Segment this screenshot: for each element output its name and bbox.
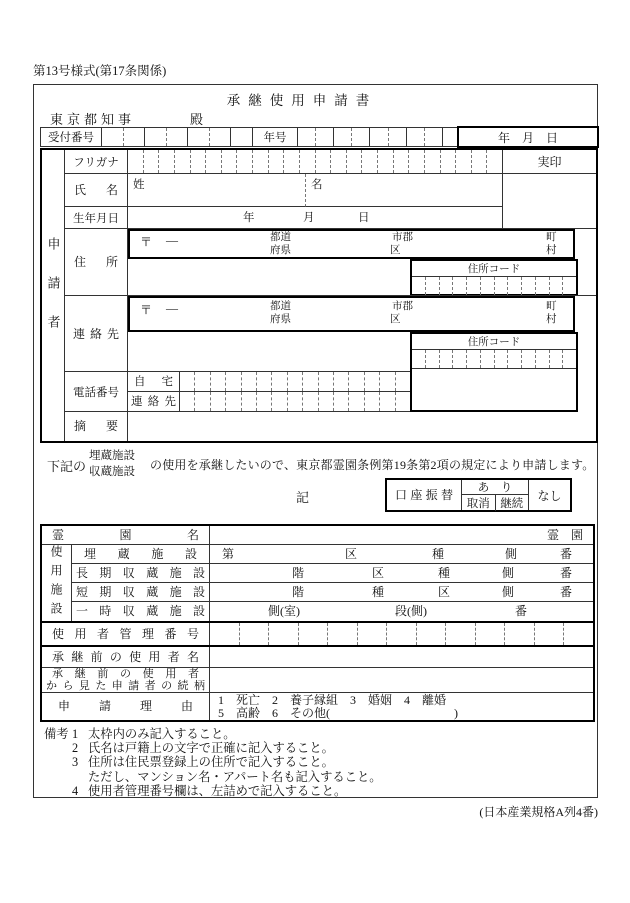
input-cell: [439, 350, 453, 368]
summary-content[interactable]: [128, 412, 596, 441]
facility-row-fields[interactable]: [210, 564, 593, 583]
input-cell: [123, 128, 145, 146]
note-spacer: [44, 770, 72, 784]
address-code-box[interactable]: [410, 259, 578, 296]
surname-cell: 姓: [128, 174, 305, 207]
input-cell: [494, 350, 508, 368]
input-cell: [209, 128, 231, 146]
input-cell: [466, 350, 480, 368]
input-cell: [408, 150, 424, 173]
reception-strip: [40, 127, 598, 147]
bank-transfer-cancel[interactable]: 取消: [466, 498, 490, 510]
input-cell: [480, 350, 494, 368]
input-cell: [562, 350, 576, 368]
town-label-2: 村: [546, 314, 557, 325]
input-cell: [166, 128, 188, 146]
field-label: 側(室): [268, 604, 300, 618]
era-cells: [297, 128, 460, 146]
relation-label-line2: から見た申請者の続柄: [46, 679, 205, 692]
notes-block: [44, 727, 594, 798]
facility-row-label: 埋蔵施設: [72, 545, 210, 564]
ki-heading: 記: [296, 490, 310, 505]
note-spacer: [44, 741, 72, 755]
relation-label-line1: 承継前の使用者: [52, 668, 199, 680]
input-cell: [225, 372, 240, 391]
input-cell: [348, 392, 363, 411]
field-label: 側: [502, 585, 515, 599]
phone-home-cells: [180, 372, 410, 392]
input-cell: [174, 150, 190, 173]
input-cell: [143, 150, 159, 173]
input-cell: [416, 623, 446, 645]
address-code-label: 住所コード: [412, 334, 576, 350]
input-cell: [315, 150, 331, 173]
addressee-honorific: 殿: [190, 112, 204, 127]
field-label: 階: [292, 585, 305, 599]
contact-code-cells: [412, 350, 576, 369]
input-cell: [364, 372, 379, 391]
input-cell: [333, 392, 348, 411]
input-cell: [388, 128, 406, 146]
phone-label: 電話番号: [65, 372, 128, 412]
paper-size-note: (日本産業規格A列4番): [479, 805, 598, 819]
field-label: 番: [560, 547, 573, 561]
input-cell: [210, 623, 239, 645]
address-label: 住所: [65, 229, 128, 296]
seal-area: [502, 174, 596, 229]
input-cell: [395, 372, 410, 391]
input-cell: [302, 372, 317, 391]
input-cell: [424, 128, 442, 146]
previous-user-label: 承継前の使用者名: [42, 647, 210, 668]
previous-user-row: [42, 647, 593, 668]
field-label: 区: [345, 547, 358, 561]
input-cell: [412, 277, 425, 295]
note-spacer: [44, 755, 72, 769]
input-cell: [549, 277, 563, 295]
field-label: 種: [372, 585, 385, 599]
note-text: 住所は住民票登録上の住所で記入すること。: [88, 755, 334, 770]
input-cell: [298, 128, 315, 146]
input-cell: [102, 128, 123, 146]
input-cell: [507, 350, 521, 368]
note-number: [72, 770, 88, 784]
seal-label: 実印: [502, 150, 596, 174]
birth-day-label: 日: [358, 212, 370, 224]
input-cell: [346, 150, 362, 173]
input-cell: [521, 350, 535, 368]
input-cell: [194, 372, 209, 391]
birth-content: [128, 207, 502, 229]
field-label: 区: [372, 566, 385, 580]
input-cell: [318, 372, 333, 391]
postal-dash: ―: [166, 301, 178, 315]
form-number: 第13号様式(第17条関係): [33, 64, 167, 78]
era-label: 年号: [252, 128, 297, 146]
contact-code-box[interactable]: [410, 332, 578, 412]
note-text: ただし、マンション名・アパート名も記入すること。: [88, 769, 382, 784]
input-cell: [440, 150, 456, 173]
input-cell: [386, 623, 416, 645]
note-text: 太枠内のみ記入すること。: [88, 727, 236, 741]
input-cell: [256, 372, 271, 391]
bank-transfer-continue[interactable]: 継続: [495, 495, 529, 511]
field-label: 段(側): [395, 604, 427, 618]
input-cell: [563, 623, 593, 645]
prefecture-label-2: 府県: [270, 314, 291, 325]
input-cell: [287, 392, 302, 411]
statement-prefix: 下記の: [47, 459, 87, 474]
cemetery-table: [40, 524, 595, 722]
input-cell: [315, 128, 333, 146]
input-cell: [425, 277, 439, 295]
input-cell: [221, 150, 237, 173]
input-cell: [351, 128, 369, 146]
input-cell: [393, 150, 409, 173]
input-cell: [406, 128, 424, 146]
note-number: 1: [72, 727, 79, 741]
field-label: 側: [505, 547, 518, 561]
input-cell: [348, 372, 363, 391]
address-entry-box[interactable]: [128, 229, 575, 259]
town-label-1: 町: [546, 301, 557, 312]
address-code-cells: [412, 277, 576, 295]
note-spacer: [44, 784, 72, 798]
input-cell: [268, 150, 284, 173]
input-cell: [225, 392, 240, 411]
facility-row-label: 長期収蔵施設: [72, 564, 210, 583]
field-label: 第: [222, 547, 235, 561]
input-cell: [562, 277, 576, 295]
birth-year-label: 年: [243, 212, 255, 224]
manager-number-cells[interactable]: [210, 623, 593, 645]
cemetery-name-cell[interactable]: 霊 園: [210, 526, 593, 545]
field-label: 種: [432, 547, 445, 561]
field-label: 番: [560, 585, 573, 599]
birth-month-label: 月: [303, 212, 315, 224]
contact-entry-box[interactable]: [128, 296, 575, 332]
town-label-2: 村: [546, 245, 557, 256]
phone-home-label: 自宅: [128, 372, 180, 392]
reason-row: [42, 693, 593, 720]
input-cell: [534, 623, 564, 645]
postal-mark: 〒: [140, 303, 153, 317]
input-cell: [144, 128, 166, 146]
reason-label: 申請理由: [42, 693, 210, 720]
input-cell: [287, 372, 302, 391]
field-label: 番: [515, 604, 528, 618]
input-cell: [330, 150, 346, 173]
input-cell: [187, 128, 209, 146]
input-cell: [504, 623, 534, 645]
input-cell: [361, 150, 377, 173]
facility-row-fields[interactable]: [210, 602, 593, 621]
applicant-side-label: 申請者: [42, 150, 65, 441]
note-number: 2: [72, 741, 79, 756]
note-number: 4: [72, 783, 79, 798]
city-label-2: 区: [390, 245, 401, 256]
statement-facility-options: [89, 449, 135, 480]
input-cell: [535, 277, 549, 295]
reason-options[interactable]: [210, 693, 593, 720]
facility-group-label: 使用施設: [42, 545, 72, 621]
input-cell: [379, 372, 394, 391]
relation-row: [42, 668, 593, 693]
note-number: 3: [72, 755, 79, 770]
furigana-cells: [128, 150, 502, 174]
input-cell: [299, 150, 315, 173]
input-cell: [271, 392, 286, 411]
relation-label: [42, 668, 210, 693]
prefecture-label-1: 都道: [270, 232, 291, 243]
note-text: 使用者管理番号欄は、左詰めで記入すること。: [88, 783, 347, 798]
facility-option-1: 埋蔵施設: [89, 450, 135, 462]
city-label-1: 市郡: [392, 232, 413, 243]
input-cell: [439, 277, 453, 295]
input-cell: [268, 623, 298, 645]
input-cell: [369, 128, 387, 146]
bank-transfer-yes-group: [462, 480, 528, 510]
city-label-2: 区: [390, 314, 401, 325]
input-cell: [445, 623, 475, 645]
bank-transfer-sub: [462, 495, 528, 511]
postal-mark: 〒: [140, 235, 153, 249]
birth-label: 生年月日: [65, 207, 128, 229]
reason-options-line2: 5 高齢 6 その他(: [218, 706, 330, 720]
input-cell: [357, 623, 387, 645]
input-cell: [494, 277, 508, 295]
input-cell: [521, 277, 535, 295]
bank-transfer-no[interactable]: なし: [528, 480, 570, 510]
form-title: 承継使用申請書: [226, 93, 378, 108]
input-cell: [364, 392, 379, 411]
facility-row-label: 一時収蔵施設: [72, 602, 210, 621]
input-cell: [190, 150, 206, 173]
contact-label: 連絡先: [65, 296, 128, 372]
input-cell: [210, 392, 225, 411]
facility-row-label: 短期収蔵施設: [72, 583, 210, 602]
input-cell: [241, 392, 256, 411]
input-cell: [239, 623, 269, 645]
input-cell: [466, 277, 480, 295]
input-cell: [283, 150, 299, 173]
input-cell: [327, 623, 357, 645]
facility-row-fields[interactable]: [210, 545, 593, 564]
note-text: 氏名は戸籍上の文字で正確に記入すること。: [88, 741, 334, 756]
prefecture-label-1: 都道: [270, 301, 291, 312]
facility-row-fields[interactable]: [210, 583, 593, 602]
input-cell: [425, 350, 439, 368]
input-cell: [252, 150, 268, 173]
applicant-table: [40, 148, 598, 443]
bank-transfer-box: [385, 478, 572, 512]
field-label: 番: [560, 566, 573, 580]
input-cell: [412, 350, 425, 368]
phone-contact-label: 連絡先: [128, 392, 180, 412]
notes-label: 備考: [44, 727, 69, 741]
field-label: 種: [438, 566, 451, 580]
input-cell: [236, 150, 252, 173]
name-label: 氏名: [65, 174, 128, 207]
input-cell: [424, 150, 440, 173]
bank-transfer-yes[interactable]: あ り: [462, 480, 528, 495]
input-cell: [271, 372, 286, 391]
given-name-cell: 名: [305, 174, 502, 207]
addressee: 東京都知事: [50, 112, 136, 127]
input-cell: [205, 150, 221, 173]
town-label-1: 町: [546, 232, 557, 243]
input-cell: [194, 392, 209, 411]
input-cell: [210, 372, 225, 391]
manager-number-label: 使用者管理番号: [42, 623, 210, 645]
reception-number-label: 受付番号: [48, 132, 94, 144]
input-cell: [535, 350, 549, 368]
input-cell: [256, 392, 271, 411]
input-cell: [377, 150, 393, 173]
input-cell: [455, 150, 471, 173]
bank-transfer-label: 口座振替: [387, 480, 462, 510]
address-code-label: 住所コード: [412, 261, 576, 277]
input-cell: [241, 372, 256, 391]
statement-body: の使用を承継したいので、東京都霊園条例第19条第2項の規定により申請します。: [150, 458, 595, 472]
field-label: 区: [438, 585, 451, 599]
field-label: 側: [502, 566, 515, 580]
input-cell: [318, 392, 333, 411]
input-cell: [452, 350, 466, 368]
furigana-label: フリガナ: [65, 150, 128, 174]
input-cell: [180, 372, 194, 391]
input-cell: [302, 392, 317, 411]
input-cell: [333, 128, 351, 146]
input-cell: [298, 623, 328, 645]
postal-dash: ―: [166, 233, 178, 247]
input-cell: [452, 277, 466, 295]
field-label: 階: [292, 566, 305, 580]
input-cell: [471, 150, 487, 173]
input-cell: [507, 277, 521, 295]
reason-close-paren: ): [454, 706, 458, 720]
input-cell: [230, 128, 252, 146]
cemetery-name-label: 霊園名: [42, 526, 210, 545]
input-cell: [158, 150, 174, 173]
phone-contact-cells: [180, 392, 410, 412]
summary-label: 摘要: [65, 412, 128, 441]
input-cell: [549, 350, 563, 368]
date-box: 年 月 日: [457, 126, 599, 148]
input-cell: [128, 150, 143, 173]
reason-options-line1: 1 死亡 2 養子縁組 3 婚姻 4 離婚: [218, 693, 447, 707]
city-label-1: 市郡: [392, 301, 413, 312]
input-cell: [486, 150, 502, 173]
prefecture-label-2: 府県: [270, 245, 291, 256]
facility-option-2: 収蔵施設: [89, 465, 135, 478]
input-cell: [395, 392, 410, 411]
input-cell: [333, 372, 348, 391]
reception-number-cells: [101, 128, 252, 146]
input-cell: [180, 392, 194, 411]
input-cell: [480, 277, 494, 295]
input-cell: [475, 623, 505, 645]
input-cell: [379, 392, 394, 411]
